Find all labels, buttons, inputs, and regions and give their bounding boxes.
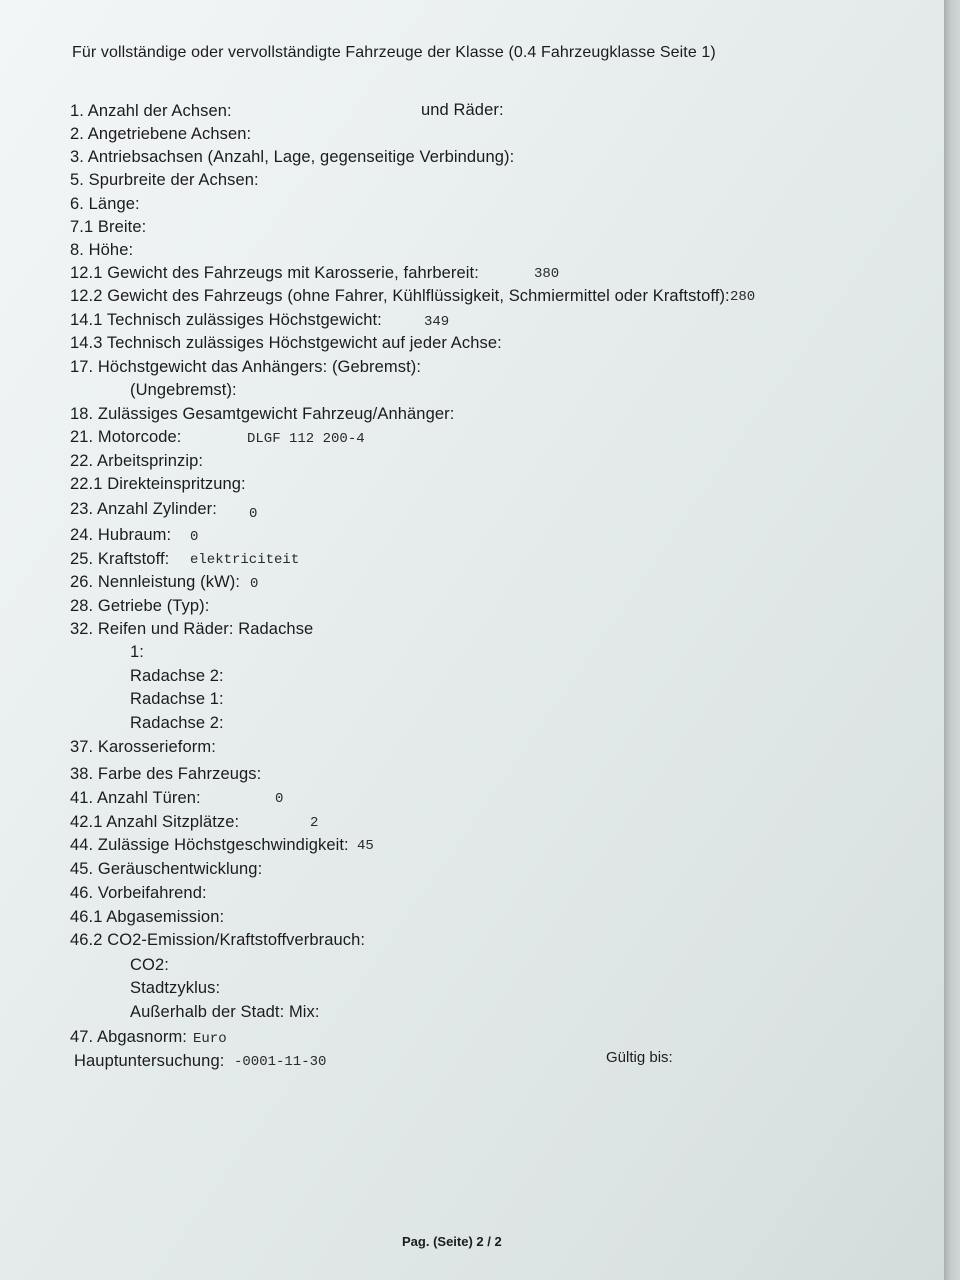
field-label-tyres-axle-1: 1: (130, 643, 144, 661)
field-label-co2: CO2: (130, 956, 169, 974)
field-label-drive-axles: 3. Antriebsachsen (Anzahl, Lage, gegenseitige Verbindung): (70, 148, 515, 166)
field-value-fuel: elektriciteit (190, 552, 300, 568)
field-label-engine-code: 21. Motorcode: (70, 428, 182, 446)
field-label-max-weight: 14.1 Technisch zulässiges Höchstgewicht: (70, 311, 382, 329)
field-label-max-speed: 44. Zulässige Höchstgeschwindigkeit: (70, 836, 349, 854)
field-label-width: 7.1 Breite: (70, 218, 147, 236)
field-label-trailer-braked: 17. Höchstgewicht das Anhängers: (Gebremst): (70, 358, 422, 376)
field-label-combined-weight: 18. Zulässiges Gesamtgewicht Fahrzeug/Anhänger: (70, 405, 455, 423)
field-label-weight-empty: 12.2 Gewicht des Fahrzeugs (ohne Fahrer, Kühlflüssigkeit, Schmiermittel oder Kraftstoff): (70, 287, 730, 305)
field-label-co2-consumption: 46.2 CO2-Emission/Kraftstoffverbrauch: (70, 931, 366, 949)
field-value-emission-standard: Euro (193, 1031, 227, 1047)
field-label-track-width: 5. Spurbreite der Achsen: (70, 171, 259, 189)
field-value-max-weight: 349 (424, 314, 450, 330)
field-value-doors: 0 (275, 791, 284, 807)
field-label-pass-by: 46. Vorbeifahrend: (70, 884, 207, 902)
field-value-engine-code: DLGF 112 200-4 (247, 431, 365, 447)
page-number: Pag. (Seite) 2 / 2 (402, 1234, 502, 1249)
field-value-displacement: 0 (190, 529, 199, 545)
field-value-rated-power: 0 (250, 576, 259, 592)
field-label-wheels-axle-2: Radachse 2: (130, 714, 224, 732)
field-value-seats: 2 (310, 815, 319, 831)
field-label-max-axle-weight: 14.3 Technisch zulässiges Höchstgewicht auf jeder Achse: (70, 334, 502, 352)
field-value-weight-empty: 280 (730, 289, 756, 305)
field-label-rated-power: 26. Nennleistung (kW): (70, 573, 241, 591)
field-label-emission-standard: 47. Abgasnorm: (70, 1028, 187, 1046)
field-label-inspection: Hauptuntersuchung: (74, 1052, 225, 1070)
field-label-working-principle: 22. Arbeitsprinzip: (70, 452, 204, 470)
field-value-inspection: -0001-11-30 (234, 1054, 327, 1070)
field-label-trailer-unbraked: (Ungebremst): (130, 381, 237, 399)
field-label-fuel: 25. Kraftstoff: (70, 550, 170, 568)
field-label-direct-injection: 22.1 Direkteinspritzung: (70, 475, 246, 493)
field-label-extra-urban-mix: Außerhalb der Stadt: Mix: (130, 1003, 320, 1021)
field-label-body-type: 37. Karosserieform: (70, 738, 216, 756)
field-label-seats: 42.1 Anzahl Sitzplätze: (70, 813, 240, 831)
field-label-urban-cycle: Stadtzyklus: (130, 979, 221, 997)
field-label-displacement: 24. Hubraum: (70, 526, 172, 544)
field-label-colour: 38. Farbe des Fahrzeugs: (70, 765, 262, 783)
field-label-wheels-axle-1: Radachse 1: (130, 690, 224, 708)
field-label-wheels: und Räder: (421, 101, 504, 119)
field-label-noise: 45. Geräuschentwicklung: (70, 860, 263, 878)
field-label-valid-until: Gültig bis: (606, 1049, 673, 1066)
field-label-emissions: 46.1 Abgasemission: (70, 908, 225, 926)
document-header: Für vollständige oder vervollständigte Fahrzeuge der Klasse (0.4 Fahrzeugklasse Seite 1) (72, 44, 716, 61)
field-label-axles: 1. Anzahl der Achsen: (70, 102, 232, 120)
field-label-tyres-axle-2: Radachse 2: (130, 667, 224, 685)
field-label-tyres: 32. Reifen und Räder: Radachse (70, 620, 314, 638)
field-value-max-speed: 45 (357, 838, 374, 854)
field-label-doors: 41. Anzahl Türen: (70, 789, 201, 807)
field-label-height: 8. Höhe: (70, 241, 134, 259)
field-label-driven-axles: 2. Angetriebene Achsen: (70, 125, 252, 143)
field-value-cylinders: 0 (249, 506, 258, 522)
field-label-gearbox: 28. Getriebe (Typ): (70, 597, 210, 615)
field-label-weight-ready: 12.1 Gewicht des Fahrzeugs mit Karosserie, fahrbereit: (70, 264, 479, 282)
field-value-weight-ready: 380 (534, 266, 560, 282)
field-label-length: 6. Länge: (70, 195, 140, 213)
page-edge (944, 0, 960, 1280)
field-label-cylinders: 23. Anzahl Zylinder: (70, 500, 217, 518)
